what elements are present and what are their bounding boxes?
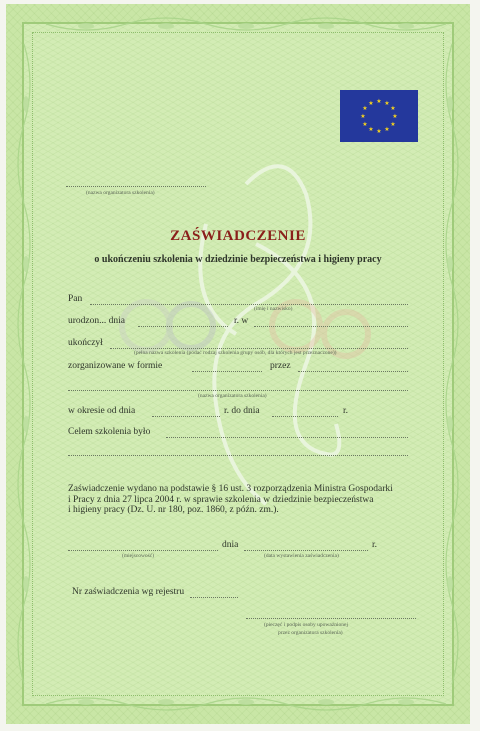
pan-line [90, 304, 408, 305]
legal-line: i Pracy z dnia 27 lipca 2004 r. w sprawie szkolenia w dziedzinie bezpieczeństwa [68, 494, 374, 505]
register-line [190, 597, 238, 598]
legal-basis-text [68, 484, 418, 516]
signature-caption-1: (pieczęć i podpis osoby upoważnionej [264, 622, 349, 628]
svg-text:★: ★ [376, 98, 382, 105]
organizer-line [66, 186, 206, 187]
register-label: Nr zaświadczenia wg rejestru [72, 587, 185, 597]
born-place-label: r. w [234, 316, 249, 326]
organized-by-label: przez [270, 361, 291, 371]
date-line [244, 550, 368, 551]
purpose-line-1 [166, 437, 408, 438]
signature-line [246, 618, 416, 619]
organized-form-line [192, 371, 262, 372]
certificate-subtitle: o ukończeniu szkolenia w dziedzinie bezpieczeństwa i higieny pracy [94, 254, 382, 265]
svg-text:★: ★ [390, 121, 396, 128]
svg-text:★: ★ [376, 128, 382, 135]
pan-caption: (imię i nazwisko) [254, 306, 293, 312]
svg-text:★: ★ [360, 113, 366, 120]
organized-label: zorganizowane w formie [68, 361, 163, 371]
pan-label: Pan [68, 294, 83, 304]
period-end-suffix: r. [343, 406, 349, 416]
place-line [68, 550, 218, 551]
purpose-line-2 [68, 455, 408, 456]
completed-line [110, 348, 408, 349]
completed-label: ukończył [68, 338, 103, 348]
born-label: urodzon... dnia [68, 316, 125, 326]
date-label: dnia [222, 540, 239, 550]
born-place-line [254, 326, 408, 327]
organizer-name-line [68, 390, 408, 391]
organized-by-line [298, 371, 408, 372]
completed-caption: (pełna nazwa szkolenia (podać rodzaj szkolenia grupy osób, dla których jest przeznaczone)) [134, 350, 337, 356]
svg-text:★: ★ [362, 121, 368, 128]
period-end-line [272, 416, 338, 417]
legal-line: i higieny pracy (Dz. U. nr 180, poz. 1860, z późn. zm.). [68, 505, 279, 515]
period-label: w okresie od dnia [68, 406, 136, 416]
date-caption: (data wystawienia zaświadczenia) [264, 553, 339, 559]
eu-flag-icon [340, 90, 418, 142]
place-caption: (miejscowość) [122, 553, 155, 559]
svg-text:★: ★ [392, 113, 398, 120]
period-to-label: r. do dnia [224, 406, 260, 416]
organizer-caption: (nazwa organizatora szkolenia) [86, 190, 155, 196]
svg-text:★: ★ [368, 100, 374, 107]
svg-text:★: ★ [384, 126, 390, 133]
date-suffix: r. [372, 540, 378, 550]
legal-line: Zaświadczenie wydano na podstawie § 16 ust. 3 rozporządzenia Ministra Gospodarki [68, 484, 393, 494]
purpose-label: Celem szkolenia było [68, 427, 151, 437]
org-caption: (nazwa organizatora szkolenia) [198, 393, 267, 399]
svg-text:★: ★ [390, 105, 396, 112]
svg-text:★: ★ [384, 100, 390, 107]
period-start-line [152, 416, 220, 417]
signature-caption-2: przez organizatora szkolenia) [278, 630, 343, 636]
svg-text:★: ★ [362, 105, 368, 112]
certificate-sheet [6, 4, 470, 724]
svg-text:★: ★ [368, 126, 374, 133]
certificate-title: ZAŚWIADCZENIE [170, 228, 306, 244]
born-date-line [138, 326, 228, 327]
